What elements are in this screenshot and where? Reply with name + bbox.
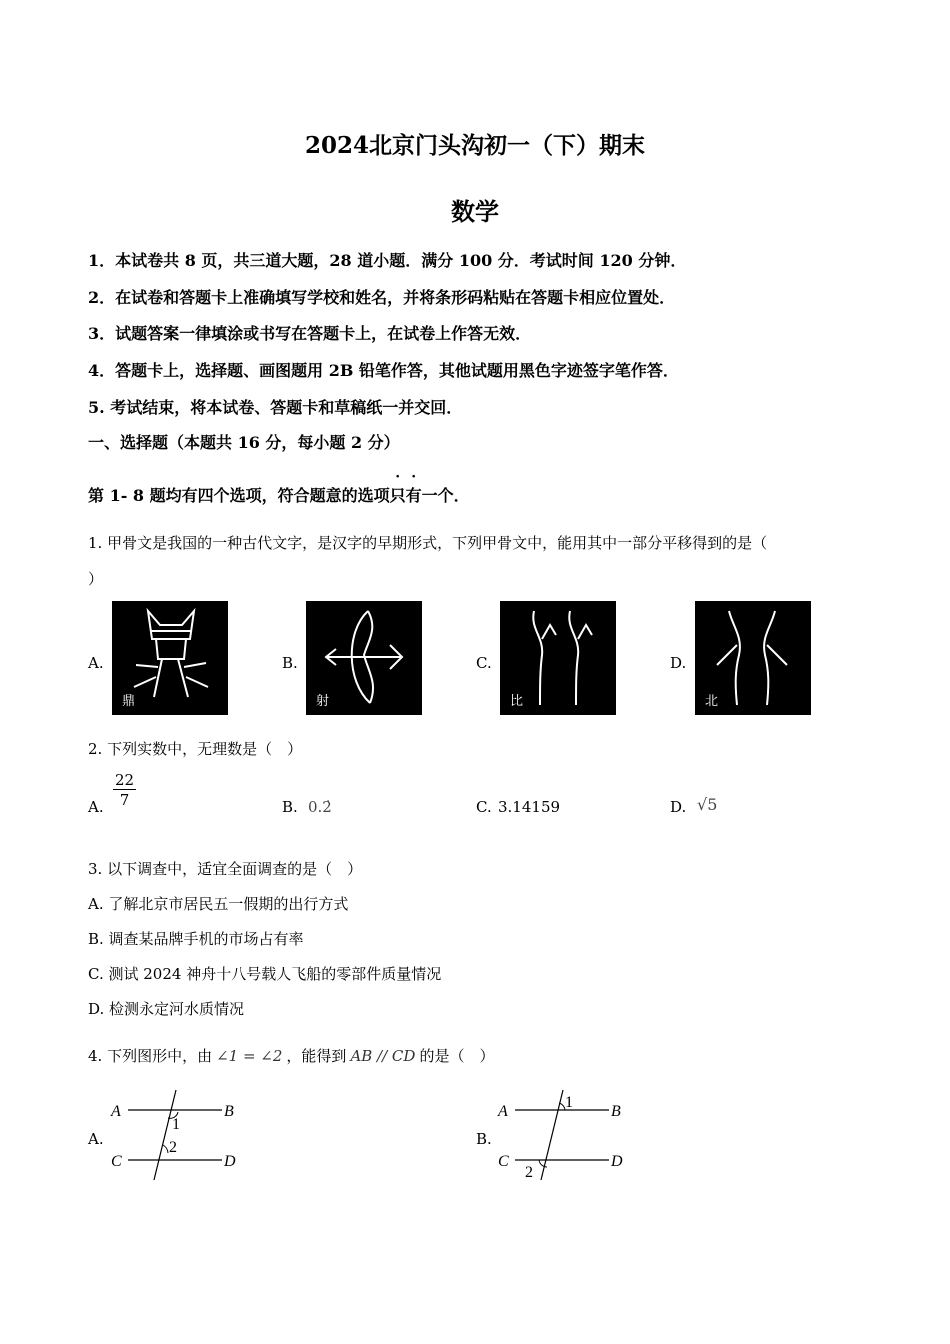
q4b-point-a: A xyxy=(498,1103,508,1120)
q3-option-c: C. 测试 2024 神舟十八号载人飞船的零部件质量情况 xyxy=(88,965,442,983)
q3-stem: 3. 以下调查中，适宜全面调查的是（ ） xyxy=(88,860,363,878)
q1-option-a-image xyxy=(112,601,228,715)
page-title: 2024北京门头沟初一（下）期末 xyxy=(304,132,645,159)
q4-stem xyxy=(88,1045,494,1066)
q4a-point-b: B xyxy=(224,1103,234,1120)
q2-option-d-label: D. xyxy=(670,798,687,816)
q4a-point-d: D xyxy=(224,1153,236,1170)
instruction-5: 5. 考试结束，将本试卷、答题卡和草稿纸一并交回． xyxy=(88,398,463,417)
q2-stem: 2. 下列实数中，无理数是（ ） xyxy=(88,740,303,758)
q4b-angle-1: 1 xyxy=(565,1094,573,1111)
q4-option-b-figure xyxy=(495,1085,635,1185)
section-heading: 一、选择题（本题共 16 分，每小题 2 分） xyxy=(88,433,400,452)
q4b-point-d: D xyxy=(611,1153,623,1170)
q4a-angle-2: 2 xyxy=(169,1139,177,1156)
q2-option-c-label: C. xyxy=(476,798,492,816)
q4-option-a-label: A. xyxy=(88,1130,104,1148)
q4a-angle-1: 1 xyxy=(172,1116,180,1133)
q2-option-b-label: B. xyxy=(282,798,298,816)
instruction-3: 3．试题答案一律填涂或书写在答题卡上，在试卷上作答无效． xyxy=(88,324,532,343)
q1-option-b-label: B. xyxy=(282,654,298,672)
section-note-pre: 第 1- 8 题均有四个选项，符合题意的选项 xyxy=(88,486,390,505)
q4b-point-c: C xyxy=(498,1153,509,1170)
q1-option-a-label: A. xyxy=(88,654,104,672)
subject-title: 数学 xyxy=(451,197,499,226)
q1-option-c-caption: 比 xyxy=(510,694,524,709)
fraction-numerator: 22 xyxy=(115,771,135,789)
q2-option-a-fraction xyxy=(113,771,136,810)
q2-option-d-value: √5 xyxy=(697,795,718,814)
q4b-angle-2: 2 xyxy=(525,1164,533,1181)
q3-option-a: A. 了解北京市居民五一假期的出行方式 xyxy=(88,895,349,913)
q4a-point-a: A xyxy=(111,1103,121,1120)
q1-option-b-caption: 射 xyxy=(316,694,330,709)
section-note xyxy=(88,483,470,506)
q3-option-d: D. 检测永定河水质情况 xyxy=(88,1000,245,1018)
q1-stem-line2: ） xyxy=(88,570,104,588)
q4a-point-c: C xyxy=(111,1153,122,1170)
q4-angle-equation: ∠1 = ∠2 xyxy=(216,1047,283,1065)
q4-stem-pre: 4. 下列图形中，由 xyxy=(88,1047,213,1065)
section-note-post: 一个． xyxy=(421,486,470,505)
instruction-2: 2．在试卷和答题卡上准确填写学校和姓名，并将条形码粘贴在答题卡相应位置处． xyxy=(88,288,676,307)
q2-option-b-value: 0.2̇ xyxy=(308,798,332,816)
q4-stem-post: 的是（ ） xyxy=(419,1047,495,1065)
q2-option-c-value: 3.14159 xyxy=(498,798,561,816)
q1-option-b-image xyxy=(306,601,422,715)
emphasis-char-1: 只 xyxy=(389,486,406,505)
q1-option-c-image xyxy=(500,601,616,715)
q4-option-a-figure xyxy=(108,1085,248,1185)
q4b-point-b: B xyxy=(611,1103,621,1120)
q1-option-c-label: C. xyxy=(476,654,492,672)
q2-option-a-label: A. xyxy=(88,798,104,816)
q1-option-a-caption: 鼎 xyxy=(122,694,136,709)
fraction-denominator: 7 xyxy=(119,791,130,809)
q1-option-d-caption: 北 xyxy=(705,694,719,709)
q4-parallel-expression: AB // CD xyxy=(350,1047,416,1065)
q4-option-b-label: B. xyxy=(476,1130,492,1148)
emphasis-char-2: 有 xyxy=(405,486,422,505)
q3-option-b: B. 调查某品牌手机的市场占有率 xyxy=(88,930,304,948)
q1-option-d-label: D. xyxy=(670,654,687,672)
q1-option-d-image xyxy=(695,601,811,715)
q4-stem-mid: ，能得到 xyxy=(286,1047,347,1065)
instruction-4: 4．答题卡上，选择题、画图题用 2B 铅笔作答，其他试题用黑色字迹签字笔作答． xyxy=(88,361,679,380)
instruction-1: 1．本试卷共 8 页，共三道大题，28 道小题．满分 100 分．考试时间 120 分钟． xyxy=(88,251,687,270)
q1-stem-line1: 1. 甲骨文是我国的一种古代文字，是汉字的早期形式，下列甲骨文中，能用其中一部分平移得到的是（ xyxy=(88,534,768,552)
